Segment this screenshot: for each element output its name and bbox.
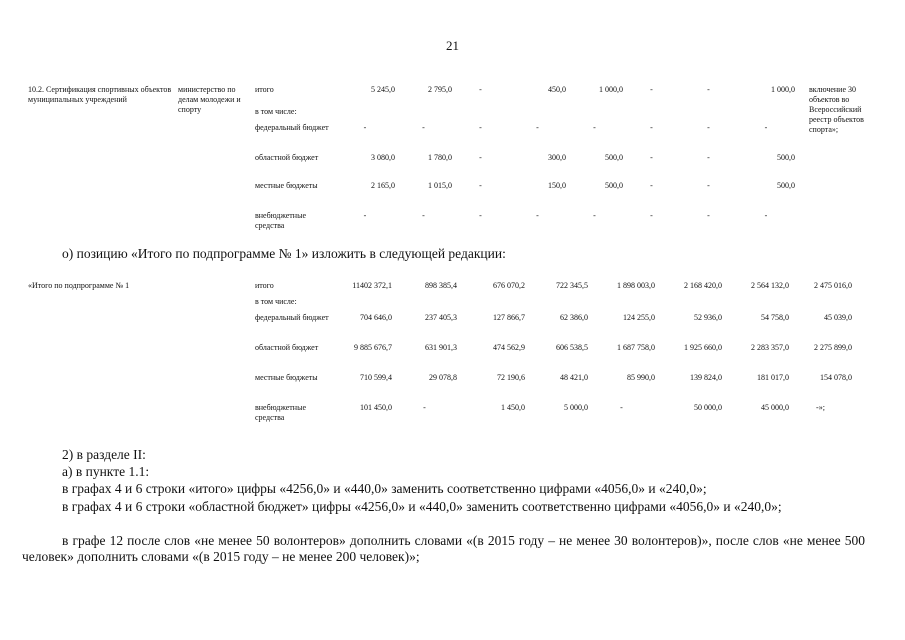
cell: 2 564 132,0 (751, 281, 789, 290)
paragraph-2: в графах 4 и 6 строки «областной бюджет» цифры «4256,0» и «440,0» заменить соответственно цифрами «4056,0» и «240,0»; (62, 499, 782, 514)
cell: 181 017,0 (757, 373, 789, 382)
cell: - (650, 153, 653, 162)
cell: - (422, 123, 425, 132)
cell: 5 245,0 (371, 85, 395, 94)
paragraph-3: в графе 12 после слов «не менее 50 волонтеров» дополнить словами «(в 2015 году – не менее 30 волонтеров)», после слов «не менее 500 человек» дополнить словами «(в 2015 году – не менее 200 человек)»; (22, 533, 865, 564)
cell: 3 080,0 (371, 153, 395, 162)
cell: 11402 372,1 (352, 281, 392, 290)
row-label: итого (255, 85, 274, 94)
cell: 500,0 (777, 181, 795, 190)
cell: 606 538,5 (556, 343, 588, 352)
row-label: итого (255, 281, 274, 290)
cell: 1 780,0 (428, 153, 452, 162)
cell: 1 898 003,0 (617, 281, 655, 290)
cell: -»; (816, 403, 825, 412)
row-label: в том числе: (255, 297, 297, 306)
cell: 2 475 016,0 (814, 281, 852, 290)
cell: 898 385,4 (425, 281, 457, 290)
cell: - (650, 85, 653, 94)
cell: 2 283 357,0 (751, 343, 789, 352)
cell: 48 421,0 (560, 373, 588, 382)
table-row (22, 281, 852, 297)
cell: 1 000,0 (599, 85, 623, 94)
row-label: областной бюджет (255, 153, 319, 162)
row-label: федеральный бюджет (255, 123, 329, 132)
row-label: областной бюджет (255, 343, 319, 352)
cell: 85 990,0 (627, 373, 655, 382)
cell: 2 275 899,0 (814, 343, 852, 352)
cell: - (650, 181, 653, 190)
cell: - (764, 123, 768, 132)
cell: 631 901,3 (425, 343, 457, 352)
row-label: местные бюджеты (255, 373, 318, 382)
cell: 2 168 420,0 (684, 281, 722, 290)
cell: - (363, 211, 367, 220)
cell: 29 078,8 (429, 373, 457, 382)
cell: 54 758,0 (761, 313, 789, 322)
cell: 52 936,0 (694, 313, 722, 322)
cell: - (707, 181, 710, 190)
cell: 1 450,0 (501, 403, 525, 412)
row-label: внебюджетные средства (255, 403, 306, 422)
cell: 2 795,0 (428, 85, 452, 94)
row-label: в том числе: (255, 107, 297, 116)
cell: 50 000,0 (694, 403, 722, 412)
cell: 101 450,0 (360, 403, 392, 412)
cell: 704 646,0 (360, 313, 392, 322)
cell: 1 687 758,0 (617, 343, 655, 352)
row-label: внебюджетные средства (255, 211, 306, 230)
cell: - (764, 211, 768, 220)
cell: - (650, 123, 653, 132)
cell: - (422, 211, 425, 220)
cell: - (479, 123, 482, 132)
cell: 62 386,0 (560, 313, 588, 322)
cell: 722 345,5 (556, 281, 588, 290)
cell: - (707, 211, 710, 220)
cell: - (707, 123, 710, 132)
cell: 300,0 (548, 153, 566, 162)
paragraph-1: в графах 4 и 6 строки «итого» цифры «4256,0» и «440,0» заменить соответственно цифрами «4056,0» и «240,0»; (62, 481, 707, 496)
row-label: местные бюджеты (255, 181, 318, 190)
cell: 710 599,4 (360, 373, 392, 382)
total-name: «Итого по подпрограмме № 1 (28, 281, 130, 290)
cell: - (593, 123, 596, 132)
cell: - (423, 403, 426, 412)
measure-name: 10.2. Сертификация спортивных объектов муниципальных учреждений (28, 85, 172, 104)
cell: 9 885 676,7 (354, 343, 392, 352)
expected-result: включение 30 объектов во Всероссийский реестр объектов спорта»; (809, 85, 864, 134)
cell: 2 165,0 (371, 181, 395, 190)
cell: 150,0 (548, 181, 566, 190)
table-row (22, 85, 868, 107)
cell: - (536, 123, 539, 132)
cell: - (479, 153, 482, 162)
cell: - (479, 85, 482, 94)
cell: - (707, 153, 710, 162)
table-total-subprogram (22, 281, 852, 429)
row-label: федеральный бюджет (255, 313, 329, 322)
cell: 500,0 (605, 153, 623, 162)
cell: 1 015,0 (428, 181, 452, 190)
cell: 139 824,0 (690, 373, 722, 382)
cell: - (479, 181, 482, 190)
cell: 154 078,0 (820, 373, 852, 382)
cell: 500,0 (777, 153, 795, 162)
cell: 127 866,7 (493, 313, 525, 322)
cell: - (620, 403, 623, 412)
cell: 45 039,0 (824, 313, 852, 322)
item-o: о) позицию «Итого по подпрограмме № 1» изложить в следующей редакции: (62, 246, 506, 261)
executor: министерство по делам молодежи и спорту (178, 85, 241, 114)
cell: 124 255,0 (623, 313, 655, 322)
cell: - (707, 85, 710, 94)
cell: - (536, 211, 539, 220)
cell: 500,0 (605, 181, 623, 190)
cell: 45 000,0 (761, 403, 789, 412)
cell: 676 070,2 (493, 281, 525, 290)
cell: - (479, 211, 482, 220)
section-2: 2) в разделе II: (62, 447, 146, 462)
cell: 1 000,0 (771, 85, 795, 94)
cell: - (650, 211, 653, 220)
cell: 450,0 (548, 85, 566, 94)
cell: 474 562,9 (493, 343, 525, 352)
page-number: 21 (446, 38, 459, 53)
cell: 237 405,3 (425, 313, 457, 322)
cell: - (363, 123, 367, 132)
cell: 1 925 660,0 (684, 343, 722, 352)
cell: 72 190,6 (497, 373, 525, 382)
item-a: а) в пункте 1.1: (62, 464, 150, 479)
table-sertification (22, 85, 868, 233)
cell: 5 000,0 (564, 403, 588, 412)
cell: - (593, 211, 596, 220)
